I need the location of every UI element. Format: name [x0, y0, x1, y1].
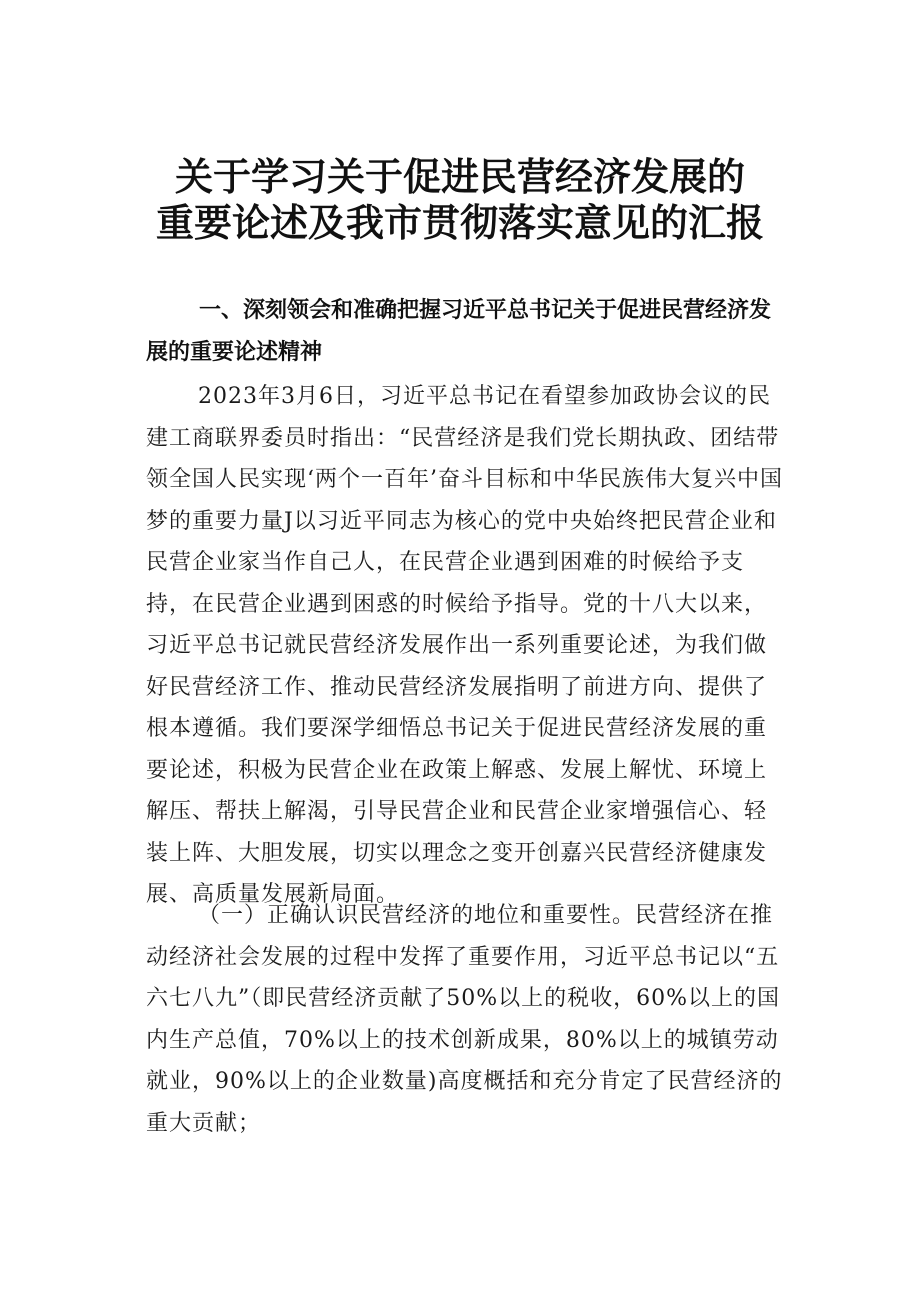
document-title-line-2: 重要论述及我市贯彻落实意见的汇报 [155, 200, 764, 245]
document-title-line-1: 关于学习关于促进民营经济发展的 [174, 154, 745, 199]
body-paragraph-1: 2023年3月6日，习近平总书记在看望参加政协会议的民建工商联界委员时指出：“民营经济是我们党长期执政、团结带领全国人民实现‘两个一百年’奋斗目标和中华民族伟大复兴中国梦的重要力量J以习近平同志为核心的党中央始终把民营企业和民营企业家当作自己人，在民营企业遇到困难的时候给予支持，在民营企业遇到困惑的时候给予指导。党的十八大以来，习近平总书记就民营经济发展作出一系列重要论述，为我们做好民营经济工作、推动民营经济发展指明了前进方向、提供了根本遵循。我们要深学细悟总书记关于促进民营经济发展的重要论述，积极为民营企业在政策上解惑、发展上解忧、环境上解压、帮扶上解渴，引导民营企业和民营企业家增强信心、轻装上阵、大胆发展，切实以理念之变开创嘉兴民营经济健康发展、高质量发展新局面。 [146, 384, 783, 907]
body-paragraph-2: （一）正确认识民营经济的地位和重要性。民营经济在推动经济社会发展的过程中发挥了重要作用，习近平总书记以“五六七八九”（即民营经济贡献了50%以上的税收，60%以上的国内生产总值，70%以上的技术创新成果，80%以上的城镇劳动就业，90%以上的企业数量)高度概括和充分肯定了民营经济的重大贡献； [146, 903, 783, 1136]
section-heading: 一、深刻领会和准确把握习近平总书记关于促进民营经济发展的重要论述精神 [146, 298, 772, 365]
